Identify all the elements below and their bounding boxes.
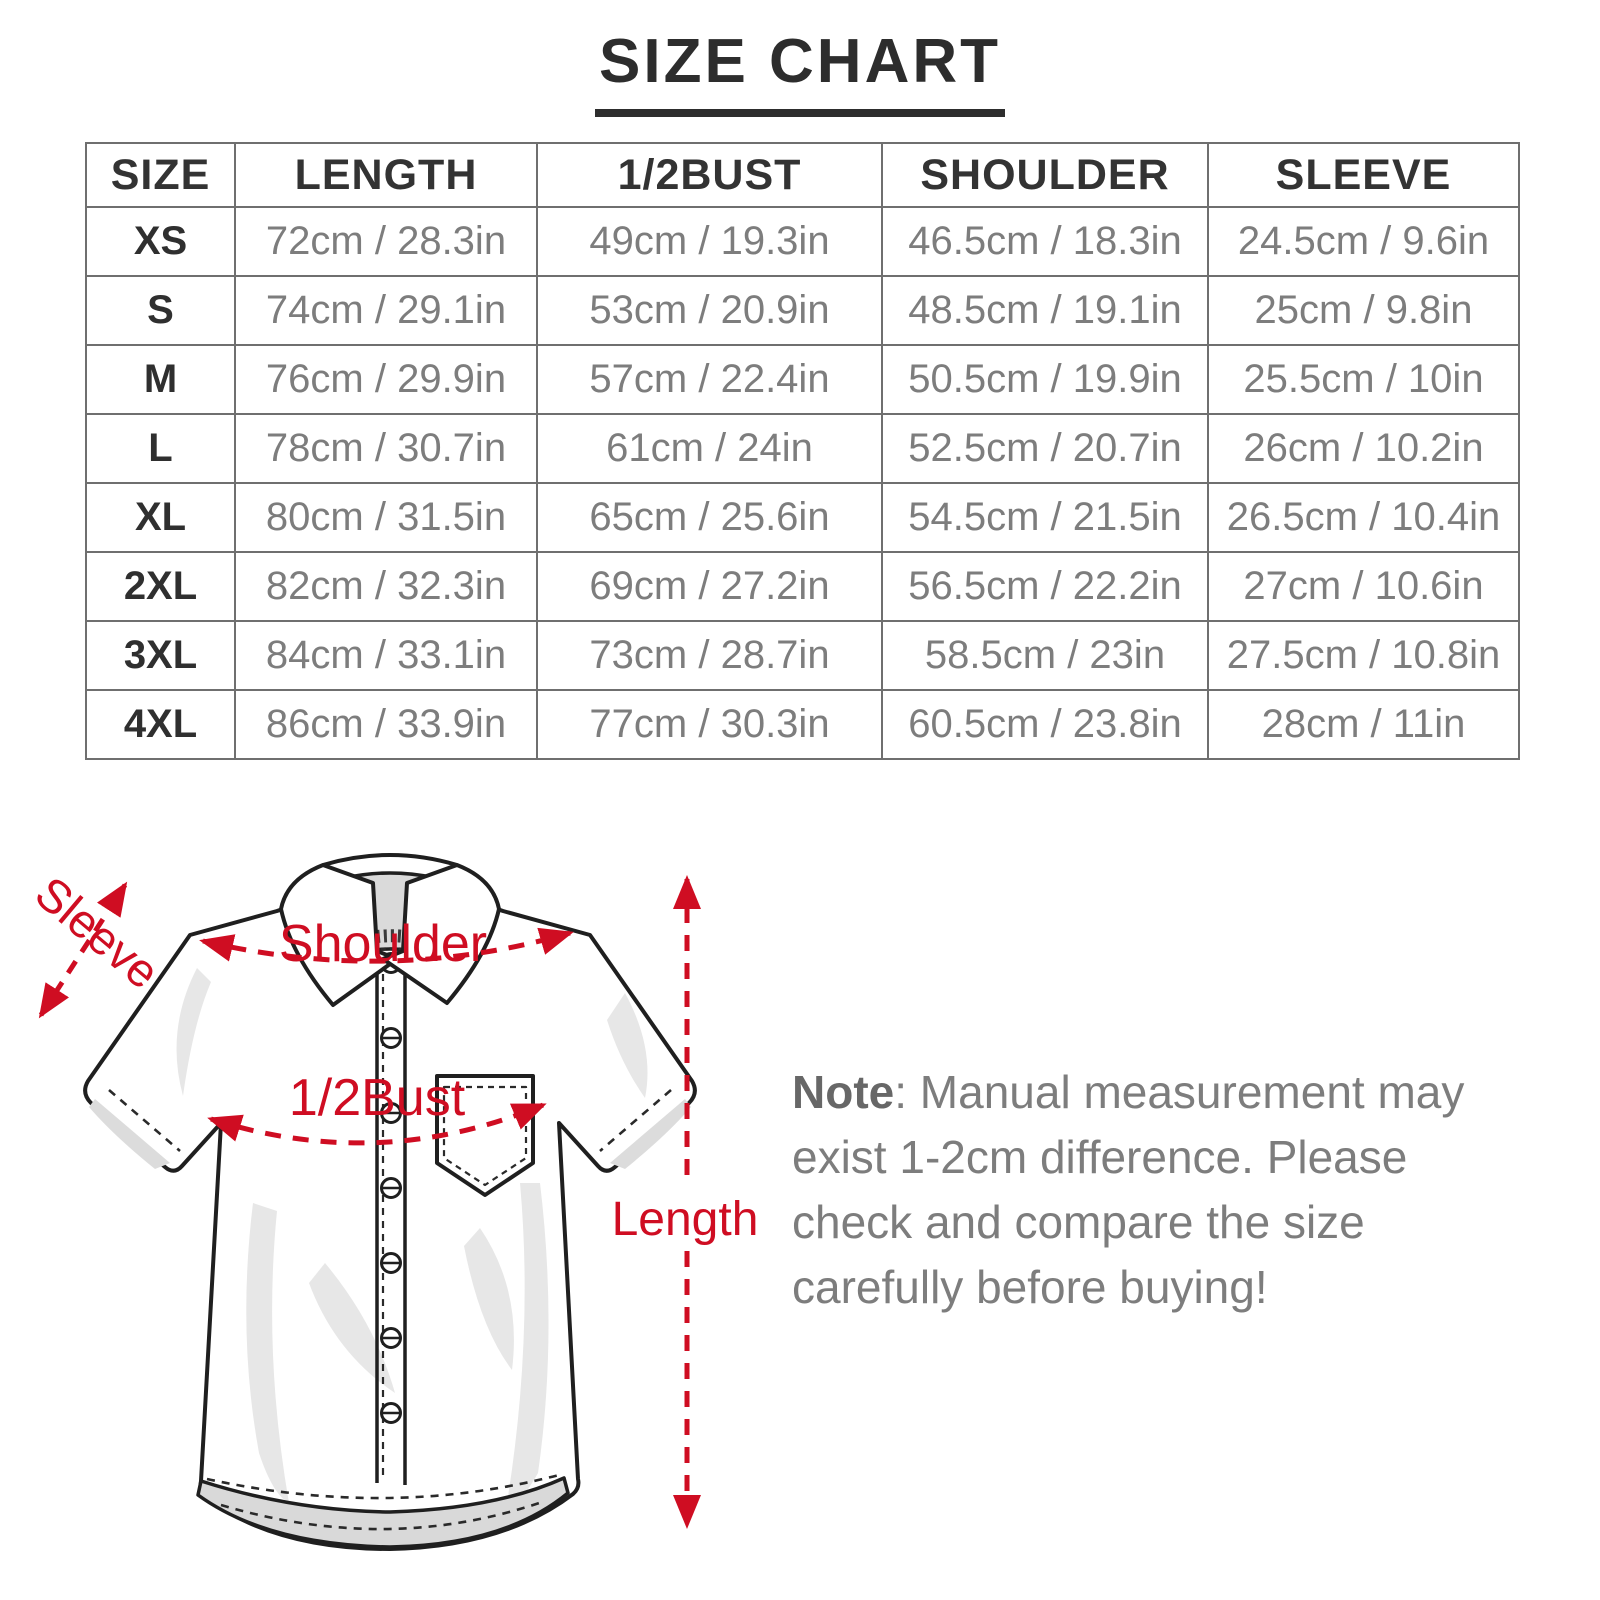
measurement-cell: 80cm / 31.5in (235, 483, 537, 552)
table-row (86, 621, 1519, 690)
shoulder-label: Shoulder (278, 915, 488, 973)
button (382, 1179, 401, 1198)
table-row (86, 207, 1519, 276)
col-header-length: LENGTH (235, 143, 537, 207)
measurement-cell: 78cm / 30.7in (235, 414, 537, 483)
measurement-cell: 74cm / 29.1in (235, 276, 537, 345)
size-cell: 3XL (86, 621, 235, 690)
measurement-cell: 24.5cm / 9.6in (1208, 207, 1519, 276)
table-row (86, 276, 1519, 345)
size-table-body (86, 207, 1519, 759)
measurement-cell: 73cm / 28.7in (537, 621, 882, 690)
size-cell: M (86, 345, 235, 414)
measurement-note (792, 1060, 1498, 1320)
button (382, 1029, 401, 1048)
shirt-measurement-diagram (25, 833, 759, 1578)
note-line4: carefully before buying! (792, 1261, 1268, 1313)
measurement-cell: 56.5cm / 22.2in (882, 552, 1208, 621)
measurement-cell: 65cm / 25.6in (537, 483, 882, 552)
col-header-bust: 1/2BUST (537, 143, 882, 207)
button (382, 1404, 401, 1423)
measurement-cell: 48.5cm / 19.1in (882, 276, 1208, 345)
col-header-shoulder: SHOULDER (882, 143, 1208, 207)
measurement-cell: 84cm / 33.1in (235, 621, 537, 690)
collar-top-edge (323, 855, 457, 865)
measurement-cell: 57cm / 22.4in (537, 345, 882, 414)
measurement-cell: 25.5cm / 10in (1208, 345, 1519, 414)
measurement-cell: 61cm / 24in (537, 414, 882, 483)
measurement-cell: 25cm / 9.8in (1208, 276, 1519, 345)
measurement-cell: 86cm / 33.9in (235, 690, 537, 759)
shirt-outline (85, 890, 695, 1549)
measurement-cell: 28cm / 11in (1208, 690, 1519, 759)
measurement-cell: 27cm / 10.6in (1208, 552, 1519, 621)
measurement-cell: 58.5cm / 23in (882, 621, 1208, 690)
shirt-body (85, 890, 695, 1549)
size-cell: 4XL (86, 690, 235, 759)
measurement-cell: 26.5cm / 10.4in (1208, 483, 1519, 552)
button (382, 1254, 401, 1273)
measurement-cell: 69cm / 27.2in (537, 552, 882, 621)
size-cell: 2XL (86, 552, 235, 621)
table-row (86, 483, 1519, 552)
measurement-cell: 77cm / 30.3in (537, 690, 882, 759)
table-row (86, 345, 1519, 414)
page-title: SIZE CHART (595, 26, 1005, 117)
note-line1: : Manual measurement may (894, 1066, 1465, 1118)
measurement-cell: 53cm / 20.9in (537, 276, 882, 345)
header (0, 26, 1600, 117)
measurement-cell: 82cm / 32.3in (235, 552, 537, 621)
size-cell: XS (86, 207, 235, 276)
measurement-cell: 72cm / 28.3in (235, 207, 537, 276)
col-header-size: SIZE (86, 143, 235, 207)
measurement-cell: 50.5cm / 19.9in (882, 345, 1208, 414)
size-chart-table (85, 142, 1520, 760)
col-header-sleeve: SLEEVE (1208, 143, 1519, 207)
measurement-cell: 54.5cm / 21.5in (882, 483, 1208, 552)
measurement-cell: 76cm / 29.9in (235, 345, 537, 414)
measurement-cell: 52.5cm / 20.7in (882, 414, 1208, 483)
measurement-cell: 60.5cm / 23.8in (882, 690, 1208, 759)
table-row (86, 690, 1519, 759)
sleeve-label: Sleeve (25, 865, 170, 999)
size-cell: L (86, 414, 235, 483)
table-header-row (86, 143, 1519, 207)
measurement-cell: 27.5cm / 10.8in (1208, 621, 1519, 690)
measurement-cell: 26cm / 10.2in (1208, 414, 1519, 483)
size-cell: S (86, 276, 235, 345)
note-label: Note (792, 1066, 895, 1118)
measurement-cell: 46.5cm / 18.3in (882, 207, 1208, 276)
note-line3: check and compare the size (792, 1196, 1365, 1248)
note-line2: exist 1-2cm difference. Please (792, 1131, 1408, 1183)
length-label: Length (611, 1193, 759, 1246)
measurement-cell: 49cm / 19.3in (537, 207, 882, 276)
table-row (86, 414, 1519, 483)
size-cell: XL (86, 483, 235, 552)
bust-label: 1/2Bust (288, 1069, 466, 1127)
table-row (86, 552, 1519, 621)
button (382, 1329, 401, 1348)
